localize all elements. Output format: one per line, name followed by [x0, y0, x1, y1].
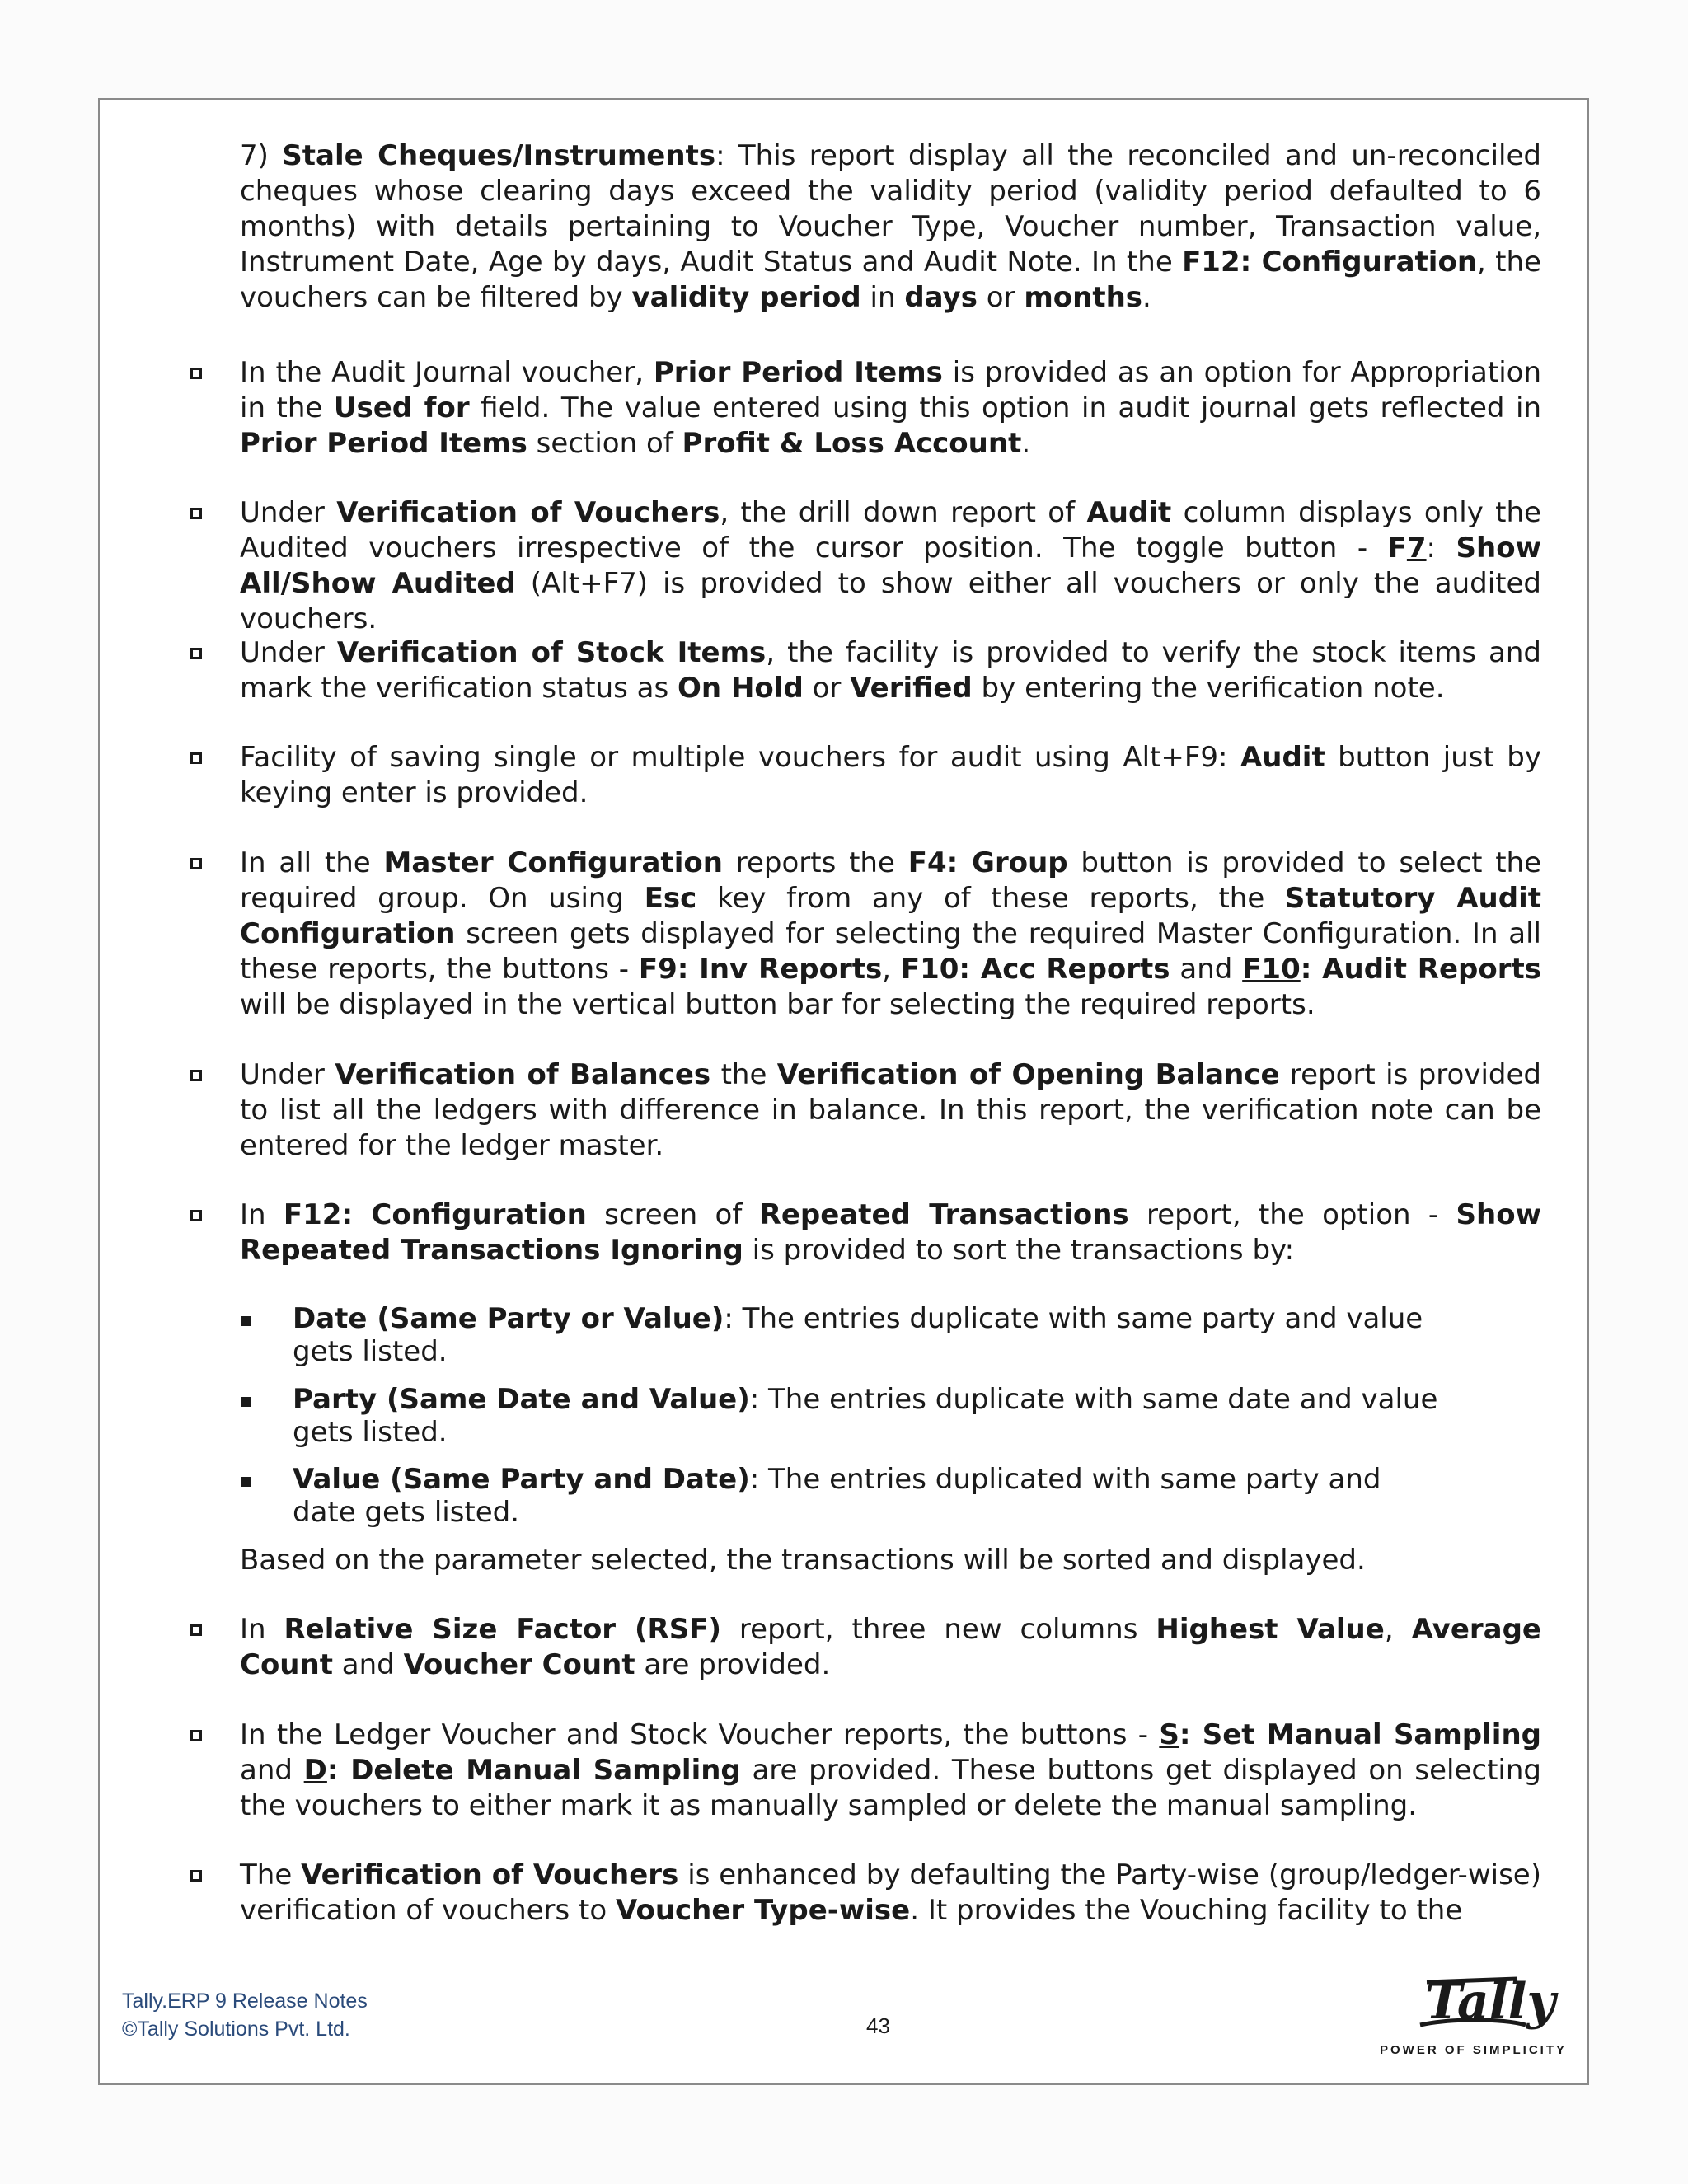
stale-cheques-paragraph: 7) Stale Cheques/Instruments: This report display all the reconciled and un-reconciled cheques whose clearing days exceed the validity period (validity period defaulted to 6 months) with details pertaining to Voucher Type, Voucher number, Transaction value, Instrument Date, Age by days, Audit Status and Audit Note. In the F12: Configuration, the vouchers can be filtered by validity period in days or months. — [240, 139, 1541, 314]
bullet-marker-icon — [190, 648, 202, 659]
bullet-vouching-enhancement: The Verification of Vouchers is enhanced by defaulting the Party-wise (group/ledger-wise) verification of vouchers to Voucher Type-wise. It provides the Vouching facility to the — [190, 1858, 1541, 1929]
bullet-manual-sampling: In the Ledger Voucher and Stock Voucher reports, the buttons - S: Set Manual Sampling and D: Delete Manual Sampling are provided. These buttons get displayed on selecting the vouchers to either mark it as manually sampled or delete the manual sampling. — [190, 1718, 1541, 1824]
bullet-marker-icon — [190, 508, 202, 519]
bullet-repeated-transactions: In F12: Configuration screen of Repeated Transactions report, the option - Show Repeated Transactions Ignoring is provided to sort the transactions by: — [190, 1197, 1541, 1268]
bullet-verification-of-vouchers: Under Verification of Vouchers, the drill down report of Audit column displays only the Audited vouchers irrespective of the cursor position. The toggle button - F7: Show All/Show Audited (Alt+F7) is provided to show either all vouchers or only the audited vouchers. — [190, 495, 1541, 637]
footer-title: Tally.ERP 9 Release Notes — [122, 1990, 368, 2013]
page-number: 43 — [866, 2013, 890, 2038]
bullet-marker-icon — [190, 1210, 202, 1221]
square-bullet-icon — [241, 1477, 251, 1487]
footer-copyright: ©Tally Solutions Pvt. Ltd. — [122, 2018, 350, 2041]
tally-logo — [1377, 1971, 1567, 2061]
bullet-marker-icon — [190, 1070, 202, 1081]
bullet-marker-icon — [190, 1730, 202, 1741]
square-bullet-icon — [241, 1316, 251, 1326]
sort-summary-text: Based on the parameter selected, the transactions will be sorted and displayed. — [240, 1544, 1366, 1577]
bullet-master-configuration: In all the Master Configuration reports the F4: Group button is provided to select the required group. On using Esc key from any of these reports, the Statutory Audit Configuration screen gets displayed for selecting the required Master Configuration. In all these reports, the buttons - F9: Inv Reports, F10: Acc Reports and F10: Audit Reports will be displayed in the vertical button bar for selecting the required reports. — [190, 846, 1541, 1023]
bullet-verification-of-balances: Under Verification of Balances the Verification of Opening Balance report is provided to list all the ledgers with difference in balance. In this report, the verification note can be entered for the ledger master. — [190, 1057, 1541, 1164]
bullet-verification-of-stock-items: Under Verification of Stock Items, the facility is provided to verify the stock items and mark the verification status as On Hold or Verified by entering the verification note. — [190, 635, 1541, 706]
tally-logo-icon — [1377, 1971, 1567, 2045]
square-bullet-icon — [241, 1397, 251, 1407]
logo-tagline: POWER OF SIMPLICITY — [1380, 2043, 1568, 2057]
sub-item-value: Value (Same Party and Date): The entries duplicated with same party and date gets listed. — [240, 1463, 1541, 1529]
bullet-saving-vouchers-for-audit: Facility of saving single or multiple vouchers for audit using Alt+F9: Audit button just by keying enter is provided. — [190, 740, 1541, 811]
bullet-marker-icon — [190, 368, 202, 379]
bullet-marker-icon — [190, 1870, 202, 1882]
bullet-marker-icon — [190, 1624, 202, 1636]
bullet-prior-period-items: In the Audit Journal voucher, Prior Period Items is provided as an option for Appropriation in the Used for field. The value entered using this option in audit journal gets reflected in Prior Period Items section of Profit & Loss Account. — [190, 355, 1541, 462]
footer-release-notes — [122, 1987, 368, 2043]
bullet-marker-icon — [190, 752, 202, 764]
page-frame — [98, 98, 1589, 2085]
bullet-relative-size-factor: In Relative Size Factor (RSF) report, three new columns Highest Value, Average Count and Voucher Count are provided. — [190, 1612, 1541, 1683]
sub-item-date: Date (Same Party or Value): The entries duplicate with same party and value gets listed. — [240, 1302, 1541, 1368]
sub-item-party: Party (Same Date and Value): The entries duplicate with same date and value gets listed. — [240, 1383, 1541, 1449]
svg-text:Tally: Tally — [1425, 1973, 1556, 2031]
bullet-marker-icon — [190, 858, 202, 869]
